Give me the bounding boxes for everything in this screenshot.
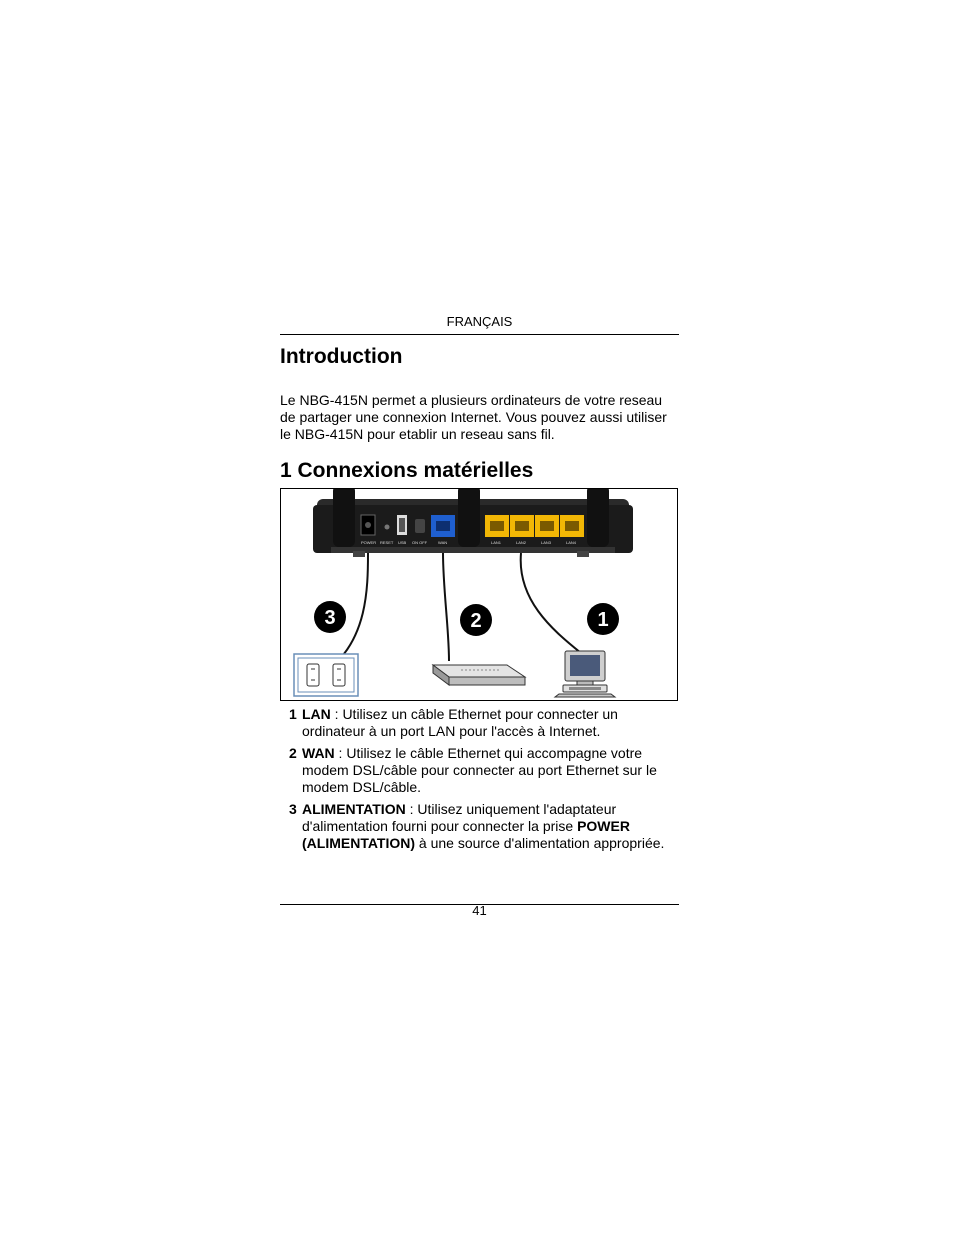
label-onoff: ON OFF [412,540,428,545]
step-term: ALIMENTATION [302,801,406,817]
callout-2 [460,604,492,636]
callout-2-label: 2 [470,610,482,632]
antenna-center [458,489,480,547]
label-usb: USB [398,540,407,545]
step-bold-text: POWER (ALIMENTATION) [302,818,630,851]
intro-paragraph: Le NBG-415N permet a plusieurs ordinateurs de votre reseau de partager une connexion Internet. Vous pouvez aussi utiliser le NBG-415N pour etablir un reseau sans fil. [280,392,667,442]
step-number: 2 [289,745,297,761]
reset-hole [385,525,390,530]
modem-icon [433,665,525,685]
step-text: : Utilisez uniquement l'adaptateur d'alimentation fourni pour connecter la prise [302,801,617,834]
callout-3-label: 3 [324,607,336,629]
callout-3 [314,601,346,633]
language-header: FRANÇAIS [446,314,513,329]
step-number: 3 [289,801,297,817]
step-number: 1 [289,706,297,722]
label-lan1: LAN1 [491,540,502,545]
antenna-left [333,489,355,547]
step-text: : Utilisez un câble Ethernet pour connecter un ordinateur à un port LAN pour l'accès à Internet. [302,706,618,739]
callout-1 [587,603,619,635]
label-power: POWER [361,540,377,545]
step-text: : Utilisez le câble Ethernet qui accompagne votre modem DSL/câble pour connecter au port Ethernet sur le modem DSL/câble. [302,745,657,795]
label-wan: WAN [438,540,448,545]
step-lan [289,706,681,740]
step-text-after: à une source d'alimentation appropriée. [415,835,665,851]
label-lan3: LAN3 [541,540,552,545]
steps-list [289,706,681,857]
label-lan4: LAN4 [566,540,577,545]
power-outlet-icon [294,654,358,696]
computer-icon [555,651,615,697]
header-rule [280,334,679,335]
manual-page [280,0,679,1235]
wan-cable [443,553,449,661]
section-title: 1 Connexions matérielles [280,459,534,482]
callout-1-label: 1 [597,609,609,631]
step-term: LAN [302,706,331,722]
lan-cable [521,553,581,653]
power-switch [415,519,425,533]
antenna-right [587,489,609,547]
page-number: 41 [472,903,487,918]
intro-title: Introduction [280,345,403,368]
step-wan [289,745,681,796]
label-reset: RESET [380,540,394,545]
connection-diagram [281,489,677,700]
step-term: WAN [302,745,335,761]
label-lan2: LAN2 [516,540,527,545]
step-power [289,801,681,852]
hardware-connection-figure [280,488,678,701]
router-back-panel [313,489,633,557]
